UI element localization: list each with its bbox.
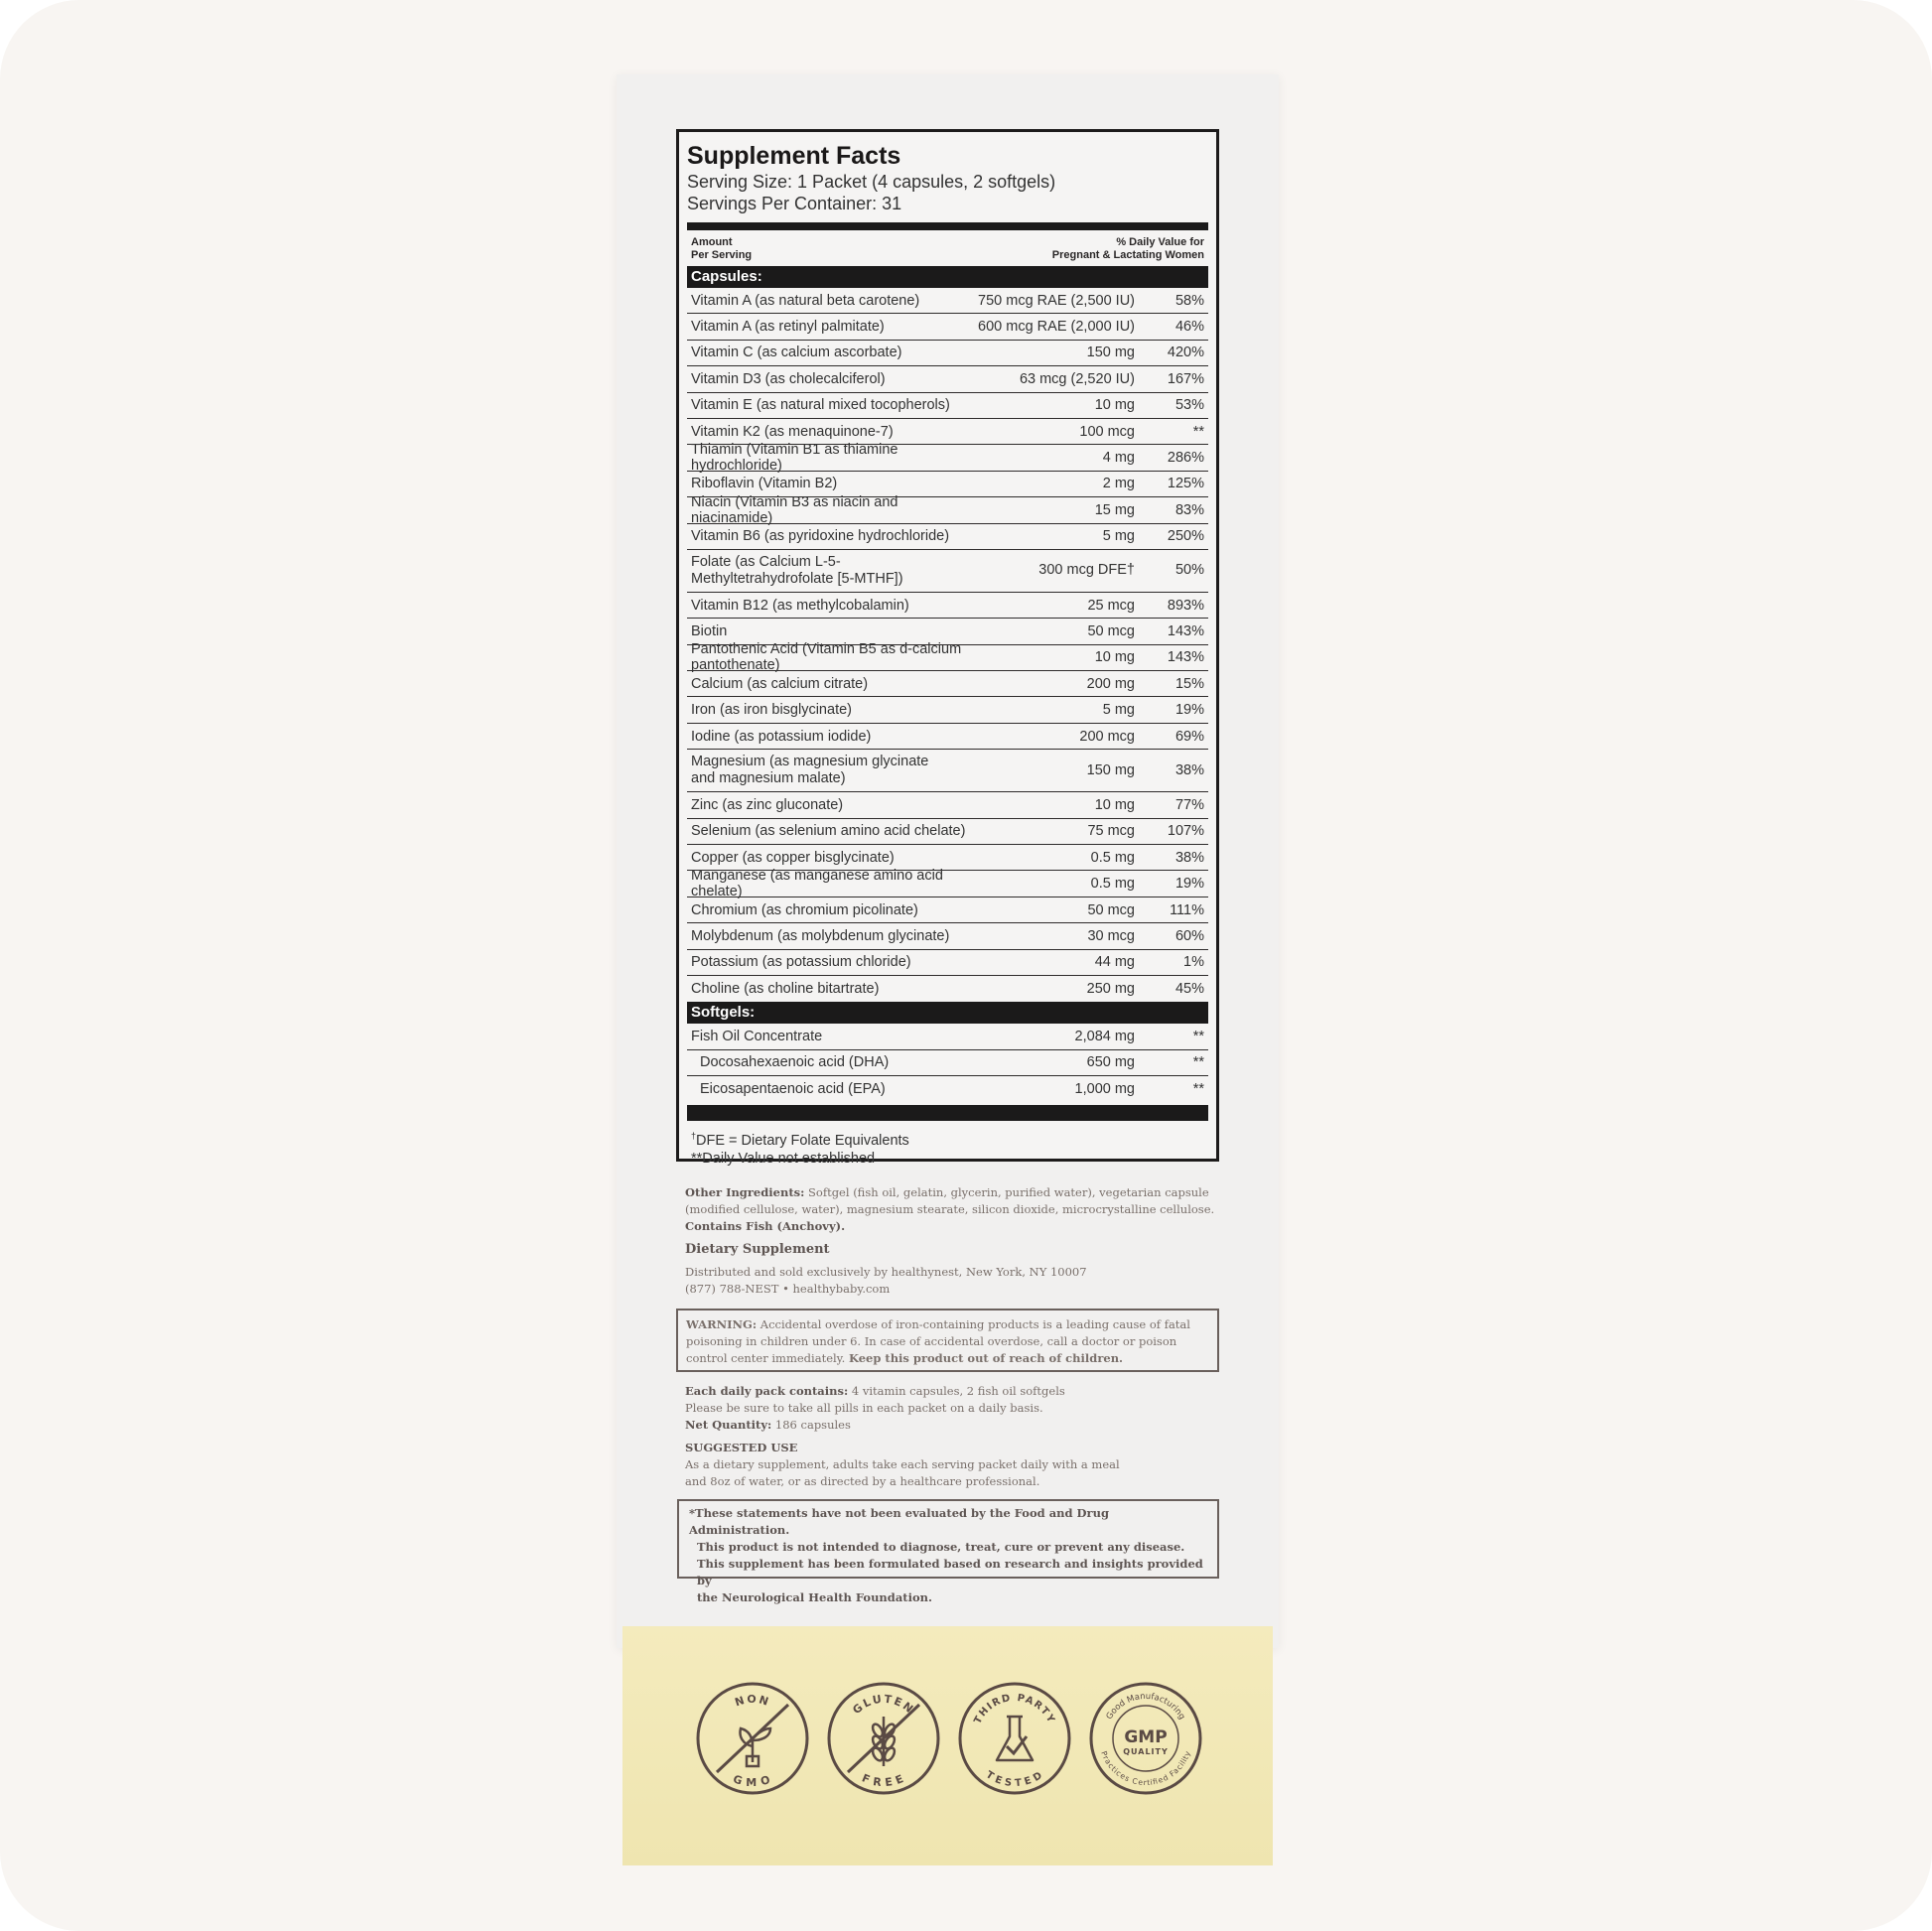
nutrient-amount: 15 mg — [1094, 501, 1135, 518]
nutrient-row — [687, 1024, 1208, 1049]
nutrient-name: Iodine (as potassium iodide) — [691, 728, 872, 745]
third-party-tested-icon — [957, 1681, 1072, 1796]
nutrient-row — [687, 288, 1208, 314]
nutrient-name: Riboflavin (Vitamin B2) — [691, 476, 838, 492]
nutrient-name: Iron (as iron bisglycinate) — [691, 702, 852, 719]
nutrient-daily-value: 286% — [1167, 450, 1204, 467]
nutrient-daily-value: 107% — [1167, 823, 1204, 840]
warning-box: WARNING: Accidental overdose of iron-containing products is a leading cause of fatal poisoning in children under 6. In case of accidental overdose, call a doctor or poison control center immediately. Keep this product out of reach of children. — [676, 1309, 1219, 1372]
nutrient-amount: 30 mcg — [1087, 927, 1135, 944]
nutrient-daily-value: 893% — [1167, 597, 1204, 614]
nutrient-daily-value: 45% — [1174, 981, 1204, 998]
nutrient-amount: 4 mg — [1102, 450, 1135, 467]
nutrient-daily-value: 46% — [1174, 319, 1204, 336]
nutrient-daily-value: 19% — [1174, 702, 1204, 719]
nutrient-amount: 150 mg — [1086, 761, 1135, 778]
nutrient-row — [687, 393, 1208, 419]
nutrient-amount: 100 mcg — [1079, 423, 1135, 440]
svg-text:THIRD PARTY: THIRD PARTY — [972, 1692, 1057, 1726]
nutrient-name: Niacin (Vitamin B3 as niacin and niacinamide) — [691, 493, 898, 526]
svg-text:Good Manufacturing: Good Manufacturing — [1104, 1691, 1187, 1722]
nutrient-amount: 750 mcg RAE (2,500 IU) — [978, 292, 1135, 309]
nutrient-name: Magnesium (as magnesium glycinate and magnesium malate) — [691, 754, 929, 787]
nutrient-name: Eicosapentaenoic acid (EPA) — [700, 1081, 886, 1098]
contact-info: (877) 788-NEST • healthybaby.com — [685, 1282, 891, 1296]
nutrient-amount: 1,000 mg — [1074, 1081, 1135, 1098]
nutrient-amount: 300 mcg DFE† — [1038, 562, 1135, 579]
nutrient-row — [687, 724, 1208, 750]
nutrient-amount: 600 mcg RAE (2,000 IU) — [978, 319, 1135, 336]
nutrient-amount: 0.5 mg — [1090, 849, 1135, 866]
nutrient-row — [687, 1076, 1208, 1102]
nutrient-daily-value: 250% — [1167, 528, 1204, 545]
nutrient-amount: 200 mcg — [1079, 728, 1135, 745]
facts-column-header — [687, 230, 1208, 266]
nutrient-name: Vitamin C (as calcium ascorbate) — [691, 345, 902, 361]
amount-header-sub: Per Serving — [691, 249, 753, 261]
nutrient-row — [687, 792, 1208, 818]
nutrient-name: Vitamin K2 (as menaquinone-7) — [691, 423, 894, 440]
nutrient-row — [687, 442, 1208, 475]
nutrient-row — [687, 697, 1208, 723]
svg-text:QUALITY: QUALITY — [1123, 1747, 1169, 1756]
certification-badges — [695, 1681, 1211, 1800]
nutrient-amount: 10 mg — [1094, 397, 1135, 414]
capsules-list — [687, 288, 1208, 1002]
nutrient-daily-value: 69% — [1174, 728, 1204, 745]
supplement-facts-panel — [676, 129, 1219, 1168]
softgels-section-header: Softgels: — [687, 1002, 1208, 1024]
nutrient-amount: 63 mcg (2,520 IU) — [1019, 370, 1135, 387]
nutrient-amount: 10 mg — [1094, 796, 1135, 813]
nutrient-row — [687, 750, 1208, 792]
nutrient-amount: 44 mg — [1094, 954, 1135, 971]
svg-text:GLUTEN: GLUTEN — [850, 1692, 917, 1718]
nutrient-amount: 2,084 mg — [1074, 1029, 1135, 1045]
svg-text:GMP: GMP — [1124, 1727, 1168, 1747]
nutrient-amount: 150 mg — [1086, 345, 1135, 361]
nutrient-daily-value: 53% — [1174, 397, 1204, 414]
nutrient-name: Vitamin A (as natural beta carotene) — [691, 292, 920, 309]
facts-footnotes — [687, 1121, 1208, 1175]
nutrient-amount: 250 mg — [1086, 981, 1135, 998]
nutrient-name: Pantothenic Acid (Vitamin B5 as d-calcium pantothenate) — [691, 641, 962, 674]
nutrient-amount: 0.5 mg — [1090, 876, 1135, 893]
nutrient-daily-value: 15% — [1174, 675, 1204, 692]
nutrient-daily-value: 19% — [1174, 876, 1204, 893]
capsules-section-header: Capsules: — [687, 266, 1208, 288]
nutrient-row — [687, 341, 1208, 366]
nutrient-name: Zinc (as zinc gluconate) — [691, 796, 844, 813]
nutrient-daily-value: 38% — [1174, 849, 1204, 866]
nutrient-name: Vitamin D3 (as cholecalciferol) — [691, 370, 886, 387]
nutrient-row — [687, 819, 1208, 845]
nutrient-daily-value: 1% — [1183, 954, 1204, 971]
svg-text:NON: NON — [733, 1693, 772, 1710]
nutrient-name: Vitamin A (as retinyl palmitate) — [691, 319, 885, 336]
nutrient-daily-value: ** — [1192, 1054, 1204, 1071]
nutrient-row — [687, 524, 1208, 550]
thick-divider — [687, 222, 1208, 230]
pack-contents: Each daily pack contains: 4 vitamin capsules, 2 fish oil softgels Please be sure to take all pills in each packet on a daily basis. Net Quantity: 186 capsules — [685, 1384, 1065, 1432]
svg-text:GMO: GMO — [731, 1772, 774, 1790]
nutrient-name: Choline (as choline bitartrate) — [691, 981, 880, 998]
nutrient-daily-value: ** — [1192, 423, 1204, 440]
nutrient-daily-value: 111% — [1170, 901, 1204, 918]
nutrient-row — [687, 671, 1208, 697]
nutrient-amount: 25 mcg — [1087, 597, 1135, 614]
nutrient-row — [687, 868, 1208, 900]
nutrient-name: Potassium (as potassium chloride) — [691, 954, 911, 971]
nutrient-row — [687, 493, 1208, 526]
nutrient-daily-value: ** — [1192, 1081, 1204, 1098]
nutrient-row — [687, 550, 1208, 593]
nutrient-row — [687, 1050, 1208, 1076]
nutrient-amount: 5 mg — [1102, 702, 1135, 719]
suggested-use: SUGGESTED USE As a dietary supplement, adults take each serving packet daily with a meal and 8oz of water, or as directed by a healthcare professional. — [685, 1441, 1120, 1488]
nutrient-daily-value: 143% — [1167, 649, 1204, 666]
nutrient-amount: 2 mg — [1102, 476, 1135, 492]
nutrient-daily-value: 77% — [1174, 796, 1204, 813]
nutrient-name: Biotin — [691, 622, 728, 639]
non-gmo-icon — [695, 1681, 810, 1796]
nutrient-name: Folate (as Calcium L-5- Methyltetrahydrofolate [5-MTHF]) — [691, 553, 903, 587]
nutrient-amount: 650 mg — [1086, 1054, 1135, 1071]
nutrient-amount: 200 mg — [1086, 675, 1135, 692]
nutrient-name: Fish Oil Concentrate — [691, 1029, 823, 1045]
svg-text:Practices Certified Facility: Practices Certified Facility — [1099, 1749, 1192, 1788]
nutrient-daily-value: 167% — [1167, 370, 1204, 387]
nutrient-row — [687, 593, 1208, 619]
gmp-quality-icon — [1088, 1681, 1203, 1796]
amount-header: Amount — [691, 236, 733, 248]
fda-disclaimer-box: *These statements have not been evaluated by the Food and Drug Administration. This product is not intended to diagnose, treat, cure or prevent any disease. This supplement has been formulated based on research and insights provided by the Neurological Health Foundation. — [677, 1499, 1219, 1579]
nutrient-name: Vitamin E (as natural mixed tocopherols) — [691, 397, 950, 414]
dv-header-sub: Pregnant & Lactating Women — [1051, 249, 1204, 261]
dv-header: % Daily Value for — [1116, 236, 1204, 248]
nutrient-amount: 50 mcg — [1087, 901, 1135, 918]
serving-size: Serving Size: 1 Packet (4 capsules, 2 softgels) — [687, 172, 1056, 192]
nutrient-row — [687, 950, 1208, 976]
nutrient-daily-value: 83% — [1174, 501, 1204, 518]
nutrient-daily-value: 420% — [1167, 345, 1204, 361]
nutrient-row — [687, 314, 1208, 340]
nutrient-row — [687, 923, 1208, 949]
svg-text:TESTED: TESTED — [983, 1769, 1045, 1790]
nutrient-name: Thiamin (Vitamin B1 as thiamine hydrochloride) — [691, 442, 898, 475]
nutrient-daily-value: 58% — [1174, 292, 1204, 309]
nutrient-daily-value: 50% — [1174, 562, 1204, 579]
facts-title: Supplement Facts — [687, 142, 901, 170]
nutrient-name: Calcium (as calcium citrate) — [691, 675, 869, 692]
nutrient-name: Molybdenum (as molybdenum glycinate) — [691, 927, 950, 944]
nutrient-row — [687, 641, 1208, 674]
nutrient-name: Vitamin B6 (as pyridoxine hydrochloride) — [691, 528, 950, 545]
other-ingredients-label: Other Ingredients: — [685, 1185, 805, 1199]
nutrient-row — [687, 897, 1208, 923]
servings-per-container: Servings Per Container: 31 — [687, 194, 902, 213]
nutrient-name: Selenium (as selenium amino acid chelate) — [691, 823, 966, 840]
nutrient-daily-value: ** — [1192, 1029, 1204, 1045]
gluten-free-icon — [826, 1681, 941, 1796]
dietary-supplement-label: Dietary Supplement — [685, 1242, 830, 1257]
nutrient-daily-value: 60% — [1174, 927, 1204, 944]
nutrient-name: Chromium (as chromium picolinate) — [691, 901, 918, 918]
nutrient-daily-value: 143% — [1167, 622, 1204, 639]
softgels-list — [687, 1024, 1208, 1102]
distributor-info: Distributed and sold exclusively by healthynest, New York, NY 10007 (877) 788-NEST • healthybaby.com — [685, 1265, 1087, 1296]
nutrient-amount: 50 mcg — [1087, 622, 1135, 639]
nutrient-amount: 10 mg — [1094, 649, 1135, 666]
thick-divider-bottom — [687, 1105, 1208, 1121]
nutrient-name: Docosahexaenoic acid (DHA) — [700, 1054, 890, 1071]
nutrient-row — [687, 976, 1208, 1002]
other-ingredients: Other Ingredients: Softgel (fish oil, gelatin, glycerin, purified water), vegetarian capsule (modified cellulose, water), magnesium stearate, silicon dioxide, microcrystalline cellulose. Contains Fish (Anchovy). — [685, 1185, 1215, 1233]
footnote-dv: **Daily Value not established — [691, 1151, 876, 1168]
nutrient-row — [687, 366, 1208, 392]
nutrient-name: Copper (as copper bisglycinate) — [691, 849, 895, 866]
warning-label: WARNING: — [686, 1317, 758, 1331]
nutrient-amount: 75 mcg — [1087, 823, 1135, 840]
svg-text:FREE: FREE — [860, 1771, 907, 1790]
allergen-statement: Contains Fish (Anchovy). — [685, 1219, 846, 1233]
nutrient-name: Manganese (as manganese amino acid chelate) — [691, 868, 943, 900]
nutrient-amount: 5 mg — [1102, 528, 1135, 545]
nutrient-daily-value: 38% — [1174, 761, 1204, 778]
footnote-dfe: †DFE = Dietary Folate Equivalents — [691, 1130, 909, 1149]
nutrient-name: Vitamin B12 (as methylcobalamin) — [691, 597, 909, 614]
nutrient-daily-value: 125% — [1167, 476, 1204, 492]
